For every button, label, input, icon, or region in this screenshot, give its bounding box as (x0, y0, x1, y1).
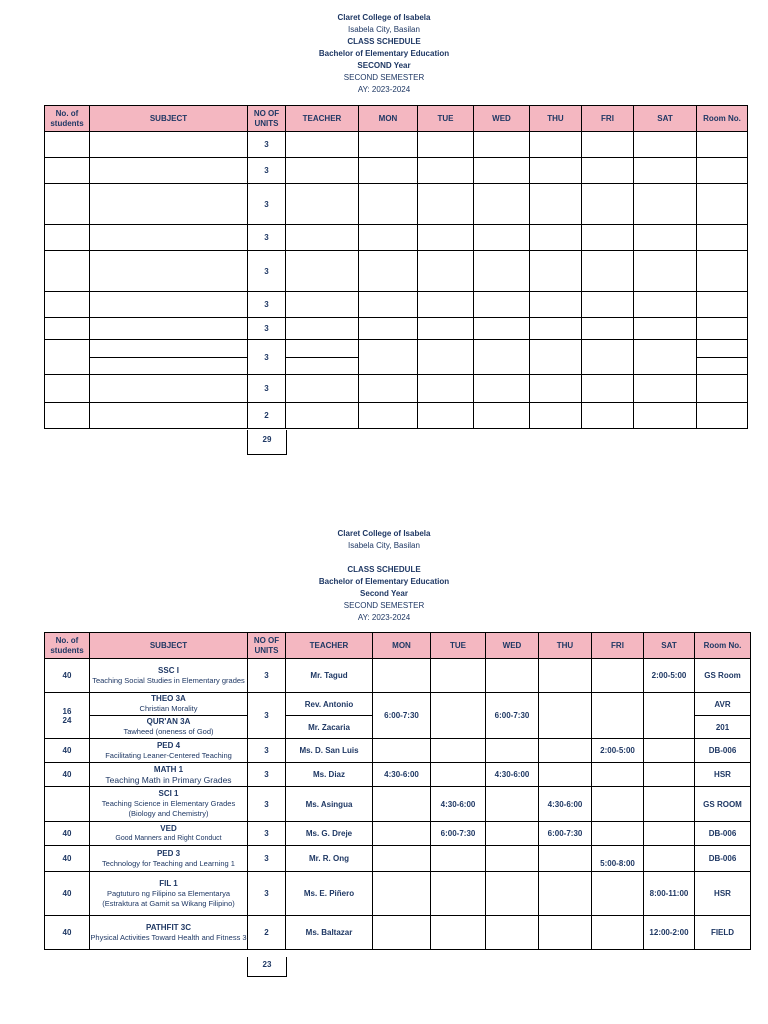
fri-cell (592, 822, 644, 846)
school-name: Claret College of Isabela (337, 529, 431, 538)
total-units-1: 29 (247, 430, 287, 455)
year-level: Second Year (360, 589, 408, 598)
students-cell: 16 24 (45, 693, 90, 739)
subject-cell (90, 787, 248, 822)
teacher-cell: Ms. D. San Luis (286, 739, 373, 763)
wed-cell (486, 787, 539, 822)
col-tue: TUE (418, 106, 474, 132)
col-teacher: TEACHER (286, 106, 359, 132)
table-header-row (45, 633, 751, 659)
units-cell: 3 (248, 375, 286, 403)
col-fri: FRI (582, 106, 634, 132)
table-row (45, 763, 751, 787)
subject-code: SSC I (158, 665, 179, 675)
room-cell: GS Room (695, 659, 751, 693)
table-row (45, 158, 748, 184)
table-row (45, 693, 751, 716)
units-cell: 3 (248, 340, 286, 375)
fri-cell: 5:00-8:00 (592, 846, 644, 872)
subject-name: Physical Activities Toward Health and Fitness 3 (90, 932, 247, 942)
tue-cell: 4:30-6:00 (431, 787, 486, 822)
units-cell: 3 (248, 158, 286, 184)
col-room: Room No. (697, 106, 748, 132)
units-cell: 2 (248, 403, 286, 429)
teacher-cell: Mr. R. Ong (286, 846, 373, 872)
table-row (45, 822, 751, 846)
col-students: No. of students (45, 106, 90, 132)
tue-cell (431, 872, 486, 916)
students-cell: 40 (45, 763, 90, 787)
col-sat: SAT (634, 106, 697, 132)
wed-cell: 4:30-6:00 (486, 763, 539, 787)
subject-cell (90, 916, 248, 950)
wed-cell (486, 822, 539, 846)
units-cell: 3 (248, 822, 286, 846)
thu-cell: 4:30-6:00 (539, 787, 592, 822)
program-name: Bachelor of Elementary Education (318, 49, 450, 58)
thu-cell (539, 872, 592, 916)
fri-cell (592, 693, 644, 739)
fri-cell (592, 787, 644, 822)
subject-name: Tawheed (oneness of God) (123, 727, 214, 736)
subject-code: THEO 3A (151, 694, 186, 703)
room-cell: 201 (695, 716, 751, 739)
room-cell: HSR (695, 872, 751, 916)
thu-cell (539, 739, 592, 763)
units-cell: 3 (248, 132, 286, 158)
room-cell: FIELD (695, 916, 751, 950)
units-cell: 3 (248, 184, 286, 225)
units-cell: 3 (248, 225, 286, 251)
students-cell (45, 787, 90, 822)
total-units-2: 23 (247, 957, 287, 977)
col-wed: WED (474, 106, 530, 132)
wed-cell (486, 846, 539, 872)
mon-cell (373, 787, 431, 822)
wed-cell (486, 872, 539, 916)
col-thu: THU (539, 633, 592, 659)
subject-name: Pagtuturo ng Filipino sa Elementarya (Estraktura at Gamit sa Wikang Filipino) (102, 888, 235, 908)
subject-name: Facilitating Leaner-Centered Teaching (105, 750, 232, 760)
wed-cell (486, 739, 539, 763)
table-row (45, 403, 748, 429)
subject-code: SCI 1 (158, 789, 179, 798)
fri-cell (592, 763, 644, 787)
teacher-cell: Ms. E. Piñero (286, 872, 373, 916)
table-row (45, 659, 751, 693)
units-cell: 3 (248, 292, 286, 318)
teacher-cell: Ms. Asingua (286, 787, 373, 822)
units-cell: 3 (248, 693, 286, 739)
subject-cell (90, 872, 248, 916)
mon-cell: 6:00-7:30 (373, 693, 431, 739)
academic-year: AY: 2023-2024 (357, 85, 411, 94)
mon-cell: 4:30-6:00 (373, 763, 431, 787)
fri-cell: 2:00-5:00 (592, 739, 644, 763)
subject-cell (90, 693, 248, 716)
sat-cell (644, 693, 695, 739)
tue-cell: 6:00-7:30 (431, 822, 486, 846)
students-cell: 40 (45, 822, 90, 846)
col-subject: SUBJECT (90, 633, 248, 659)
subject-code: VED (160, 823, 177, 833)
wed-cell: 6:00-7:30 (486, 693, 539, 739)
subject-name: Teaching Math in Primary Grades (105, 774, 232, 785)
subject-name: Teaching Social Studies in Elementary grades (92, 675, 245, 685)
subject-cell (90, 763, 248, 787)
tue-cell (431, 916, 486, 950)
wed-cell (486, 916, 539, 950)
thu-cell (539, 763, 592, 787)
units-cell: 3 (248, 739, 286, 763)
col-sat: SAT (644, 633, 695, 659)
col-teacher: TEACHER (286, 633, 373, 659)
sat-cell (644, 739, 695, 763)
col-thu: THU (530, 106, 582, 132)
teacher-cell: Ms. Baltazar (286, 916, 373, 950)
schedule-header-1 (0, 12, 768, 96)
subject-code: QUR'AN 3A (146, 717, 191, 726)
table-row (45, 739, 751, 763)
units-cell: 3 (248, 251, 286, 292)
semester: SECOND SEMESTER (343, 601, 425, 610)
col-room: Room No. (695, 633, 751, 659)
table-row (45, 225, 748, 251)
mon-cell (373, 822, 431, 846)
subject-cell (90, 822, 248, 846)
school-location: Isabela City, Basilan (348, 25, 420, 34)
tue-cell (431, 846, 486, 872)
teacher-cell: Rev. Antonio (286, 693, 373, 716)
room-cell: DB-006 (695, 739, 751, 763)
units-cell: 3 (248, 318, 286, 340)
units-cell: 2 (248, 916, 286, 950)
schedule-table-2 (44, 632, 751, 950)
units-cell: 3 (248, 872, 286, 916)
units-cell: 3 (248, 787, 286, 822)
table-row (45, 184, 748, 225)
col-units: NO OF UNITS (248, 633, 286, 659)
year-level: SECOND Year (357, 61, 411, 70)
subject-code: FIL 1 (159, 878, 178, 888)
academic-year: AY: 2023-2024 (357, 613, 411, 622)
room-cell: DB-006 (695, 846, 751, 872)
wed-cell (486, 659, 539, 693)
semester: SECOND SEMESTER (343, 73, 425, 82)
students-cell: 40 (45, 659, 90, 693)
teacher-cell: Mr. Zacaria (286, 716, 373, 739)
tue-cell (431, 763, 486, 787)
thu-cell (539, 693, 592, 739)
program-name: Bachelor of Elementary Education (318, 577, 450, 586)
table-row (45, 132, 748, 158)
col-tue: TUE (431, 633, 486, 659)
sat-cell (644, 822, 695, 846)
subject-code: PED 4 (156, 740, 181, 750)
sat-cell: 2:00-5:00 (644, 659, 695, 693)
school-location: Isabela City, Basilan (348, 541, 420, 550)
table-row (45, 872, 751, 916)
students-cell: 40 (45, 872, 90, 916)
table-row (45, 340, 748, 358)
room-cell: AVR (695, 693, 751, 716)
subject-name: Christian Morality (139, 704, 198, 713)
table-row (45, 375, 748, 403)
sat-cell (644, 787, 695, 822)
doc-title: CLASS SCHEDULE (347, 565, 421, 574)
col-fri: FRI (592, 633, 644, 659)
subject-code: PED 3 (156, 848, 181, 858)
thu-cell (539, 659, 592, 693)
students-cell: 40 (45, 916, 90, 950)
schedule-header-2 (0, 528, 768, 624)
table-header-row (45, 106, 748, 132)
thu-cell (539, 916, 592, 950)
table-row (45, 251, 748, 292)
thu-cell (539, 846, 592, 872)
students-cell: 40 (45, 846, 90, 872)
table-row (45, 318, 748, 340)
subject-name: Technology for Teaching and Learning 1 (102, 858, 235, 868)
table-row (45, 846, 751, 872)
mon-cell (373, 739, 431, 763)
teacher-cell: Ms. Diaz (286, 763, 373, 787)
mon-cell (373, 916, 431, 950)
sat-cell (644, 846, 695, 872)
room-cell: HSR (695, 763, 751, 787)
fri-cell (592, 659, 644, 693)
tue-cell (431, 739, 486, 763)
subject-cell (90, 846, 248, 872)
mon-cell (373, 872, 431, 916)
subject-cell (90, 739, 248, 763)
schedule-table-1 (44, 105, 748, 429)
table-row (45, 916, 751, 950)
subject-name: Good Manners and Right Conduct (115, 834, 222, 842)
subject-cell (90, 659, 248, 693)
subject-code: PATHFIT 3C (145, 922, 192, 932)
table-row (45, 787, 751, 822)
fri-cell (592, 872, 644, 916)
doc-title: CLASS SCHEDULE (347, 37, 421, 46)
units-cell: 3 (248, 763, 286, 787)
sat-cell: 8:00-11:00 (644, 872, 695, 916)
mon-cell (373, 659, 431, 693)
school-name: Claret College of Isabela (337, 13, 431, 22)
col-students: No. of students (45, 633, 90, 659)
units-cell: 3 (248, 846, 286, 872)
sat-cell (644, 763, 695, 787)
subject-code: MATH 1 (153, 764, 184, 774)
subject-cell (90, 716, 248, 739)
col-wed: WED (486, 633, 539, 659)
room-cell: GS ROOM (695, 787, 751, 822)
tue-cell (431, 659, 486, 693)
teacher-cell: Mr. Tagud (286, 659, 373, 693)
subject-name: Teaching Science in Elementary Grades (Biology and Chemistry) (101, 799, 236, 818)
students-cell: 40 (45, 739, 90, 763)
tue-cell (431, 693, 486, 739)
teacher-cell: Ms. G. Dreje (286, 822, 373, 846)
col-subject: SUBJECT (90, 106, 248, 132)
col-units: NO OF UNITS (248, 106, 286, 132)
thu-cell: 6:00-7:30 (539, 822, 592, 846)
col-mon: MON (359, 106, 418, 132)
fri-cell (592, 916, 644, 950)
room-cell: DB-006 (695, 822, 751, 846)
sat-cell: 12:00-2:00 (644, 916, 695, 950)
mon-cell (373, 846, 431, 872)
col-mon: MON (373, 633, 431, 659)
units-cell: 3 (248, 659, 286, 693)
table-row (45, 292, 748, 318)
